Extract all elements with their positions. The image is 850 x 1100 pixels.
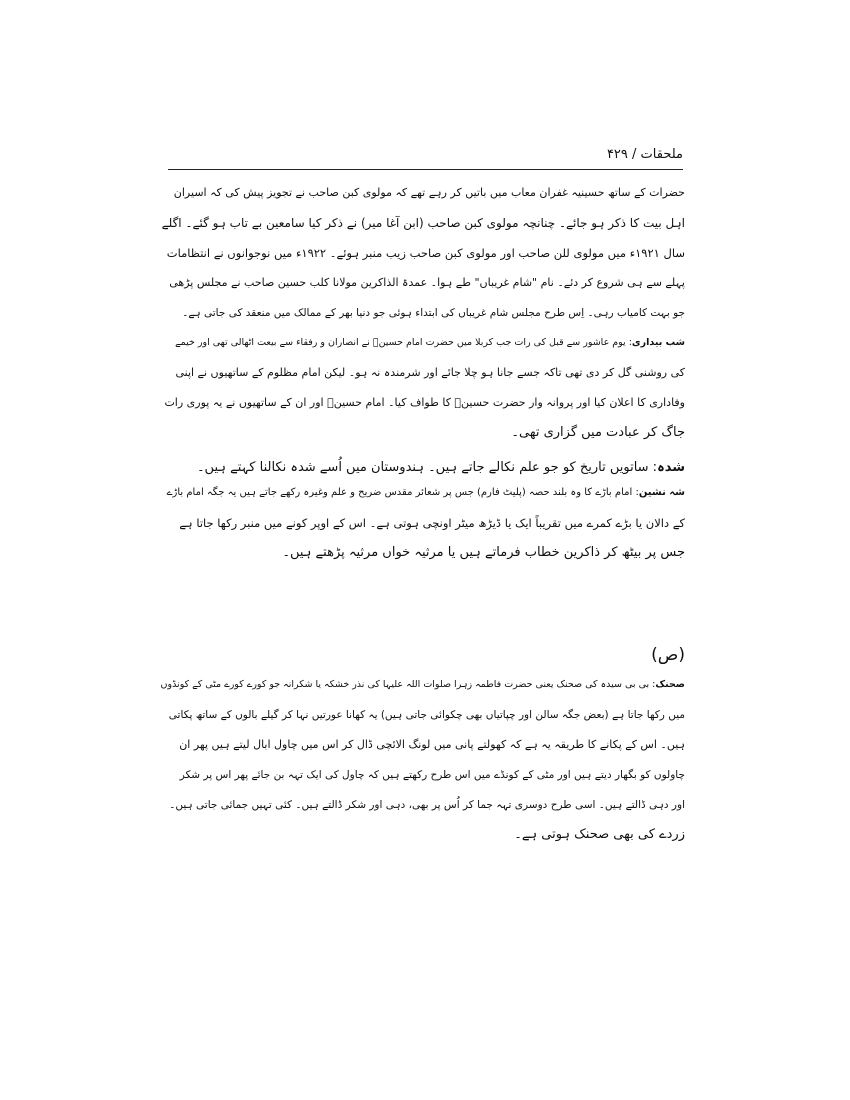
text-line: زردے کی بھی صحنک ہوتی ہے۔ <box>514 827 685 842</box>
glossary-definition: : بی بی سیدہ کی صحنک یعنی حضرت فاطمہ زہرا صلوات اللہ علیہا کی نذر خشکہ یا شکرانہ جو کورے کورے مٹی کے کونڈوں <box>160 679 656 690</box>
text-line: حضرات کے ساتھ حسینیہ غفران معاب میں باتیں کر رہے تھے کہ مولوی کبن صاحب نے تجویز پیش کی کہ اسیران <box>173 186 685 199</box>
glossary-section-shin <box>160 180 685 580</box>
glossary-term: شب بیداری <box>631 337 685 348</box>
text-line: جس پر بیٹھ کر ذاکرین خطاب فرماتے ہیں یا مرثیہ خواں مرثیہ پڑھتے ہیں۔ <box>282 545 685 560</box>
text-line: وفاداری کا اعلان کیا اور پروانہ وار حضرت حسینؑ کا طواف کیا۔ امام حسینؑ اور ان کے ساتھیوں نے یہ پوری رات <box>164 396 685 409</box>
section-heading-suad: (ص) <box>651 645 685 665</box>
glossary-entry-sahnak <box>161 672 686 698</box>
glossary-term: صحنک <box>655 679 685 690</box>
glossary-definition: : امام باڑے کا وہ بلند حصہ (پلیٹ فارم) جس پر شعائر مقدس ضریح و علم وغیرہ رکھے جاتے ہیں یہ جگہ امام باڑے <box>166 487 639 498</box>
glossary-term: شدہ <box>657 460 685 475</box>
page-header <box>168 143 683 167</box>
running-header: ملحقات / ۴۲۹ <box>606 147 683 162</box>
text-line: کی روشنی گل کر دی تھی تاکہ جسے جانا ہو چلا جائے اور شرمندہ نہ ہو۔ لیکن امام مظلوم کے ساتھیوں نے اپنی <box>175 366 685 379</box>
text-line: میں رکھا جاتا ہے (بعض جگہ سالن اور چپاتیاں بھی چکوائی جاتی ہیں) یہ کھانا عورتیں نہا کر گیلے بالوں کے ساتھ پکاتی <box>168 709 685 721</box>
text-line: پہلے سے ہی شروع کر دئے۔ نام "شام غریباں" طے ہوا۔ عمدۃ الذاکرین مولانا کلب حسین صاحب نے مجلس پڑھی <box>169 276 685 289</box>
glossary-definition: : یوم عاشور سے قبل کی رات جب کربلا میں حضرت امام حسینؑ نے انصاران و رفقاء سے بیعت اٹھالی تھی اور خیمے <box>175 337 632 348</box>
glossary-entry-shah-nasheen <box>167 480 685 506</box>
text-line: چاولوں کو بگھار دیتے ہیں اور مٹی کے کونڈے میں اس طرح رکھتے ہیں کہ چاول کی ایک تہہ بن جائے پھر اس پر شکر <box>179 769 685 781</box>
text-line: جاگ کر عبادت میں گزاری تھی۔ <box>511 425 685 440</box>
text-line: جو بہت کامیاب رہی۔ اِس طرح مجلس شام غریباں کی ابتداء ہوئی جو دنیا بھر کے ممالک میں منعقد کی جاتی ہے۔ <box>182 307 685 319</box>
text-line: اہل بیت کا ذکر ہو جائے۔ چنانچہ مولوی کبن صاحب (ابن آغا میر) نے ذکر کیا سامعین بے تاب ہو گئے۔ اگلے <box>161 216 685 230</box>
header-rule <box>168 169 683 170</box>
glossary-entry-shuddah <box>197 455 685 481</box>
text-line: ہیں۔ اس کے پکانے کا طریقہ یہ ہے کہ کھولتے پانی میں لونگ الائچی ڈال کر اس میں چاول ابال لیتے ہیں پھر ان <box>179 738 685 751</box>
glossary-entry-shab-bedari <box>175 330 685 356</box>
glossary-section-suad <box>160 672 685 852</box>
glossary-definition: : ساتویں تاریخ کو جو علم نکالے جاتے ہیں۔ ہندوستان میں اُسے شدہ نکالنا کہتے ہیں۔ <box>196 460 658 475</box>
glossary-term: شہ نشین <box>638 487 685 498</box>
text-line: کے دالان یا بڑے کمرے میں تقریباً ایک یا ڈیڑھ میٹر اونچی ہوتی ہے۔ اس کے اوپر کونے میں منبر رکھا جاتا ہے <box>179 516 685 530</box>
text-line: اور دہی ڈالتے ہیں۔ اسی طرح دوسری تہہ جما کر اُس پر بھی، دہی اور شکر ڈالتے ہیں۔ کئی تہیں جمائی جاتی ہیں۔ <box>169 799 685 811</box>
text-line: سال ۱۹۲۱ء میں مولوی للن صاحب اور مولوی کبن صاحب زیب منبر ہوئے۔ ۱۹۲۲ء میں نوجوانوں نے انتظامات <box>166 246 685 260</box>
